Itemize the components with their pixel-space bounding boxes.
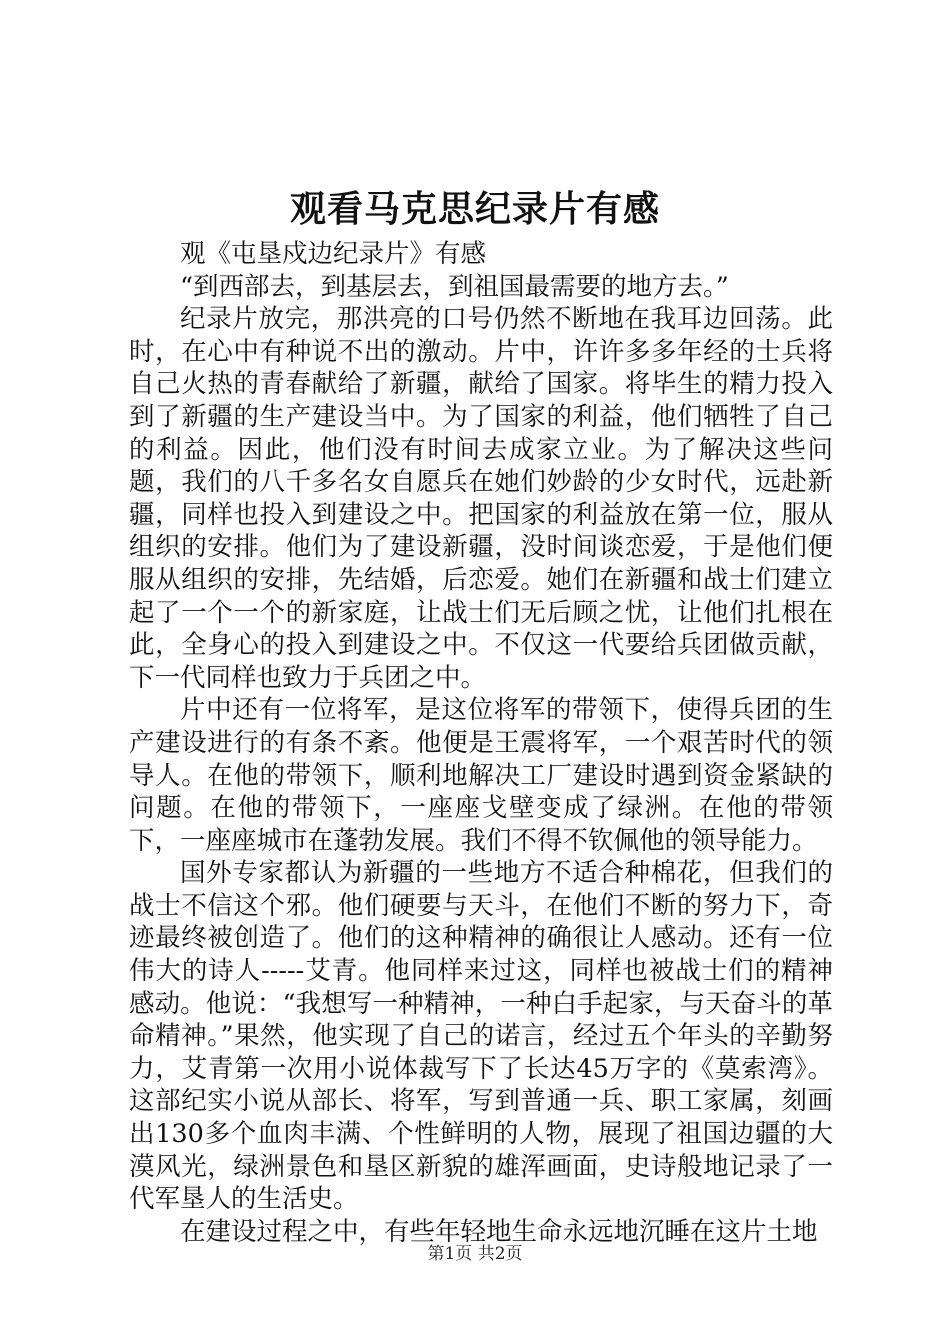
slogan-paragraph: “到西部去，到基层去，到祖国最需要的地方去。” [180,271,729,302]
subtitle-paragraph: 观《屯垦戍边纪录片》有感 [180,239,487,269]
body-paragraph: 纪录片放完，那洪亮的口号仍然不断地在我耳边回荡。此时，在心中有种说不出的激动。片中，许许多多年经的士兵将自己火热的青春献给了新疆，献给了国家。将毕生的精力投入到了新疆的生产建设当中。为了国家的利益，他们牺牲了自己的利益。因此，他们没有时间去成家立业。为了解决这些问题，我们的八千多名女自愿兵在她们妙龄的少女时代，远赴新疆，同样也投入到建设之中。把国家的利益放在第一位，服从组织的安排。他们为了建设新疆，没时间谈恋爱，于是他们便服从组织的安排，先结婚，后恋爱。她们在新疆和战士们建立起了一个一个的新家庭，让战士们无后顾之忧，让他们扎根在此，全身心的投入到建设之中。不仅这一代要给兵团做贡献，下一代同样也致力于兵团之中。 [129,304,833,693]
page-number-footer: 第1页 共2页 [427,1244,523,1264]
document-title: 观看马克思纪录片有感 [289,188,660,230]
document-body [129,238,833,1248]
body-paragraph: 在建设过程之中，有些年轻地生命永远地沉睡在这片土地 [180,1216,818,1247]
body-paragraph: 国外专家都认为新疆的一些地方不适合种棉花，但我们的战士不信这个邪。他们硬要与天斗，在他们不断的努力下，奇迹最终被创造了。他们的这种精神的确很让人感动。还有一位伟大的诗人-----艾青。他同样来过这，同样也被战士们的精神感动。他说：“我想写一种精神，一种白手起家，与天奋斗的革命精神。”果然，他实现了自己的诺言，经过五个年头的辛勤努力，艾青第一次用小说体裁写下了长达45万字的《莫索湾》。这部纪实小说从部长、将军，写到普通一兵、职工家属，刻画出130多个血肉丰满、个性鲜明的人物，展现了祖国边疆的大漠风光，绿洲景色和垦区新貌的雄浑画面，史诗般地记录了一代军垦人的生活史。 [129,858,833,1215]
body-paragraph: 片中还有一位将军，是这位将军的带领下，使得兵团的生产建设进行的有条不紊。他便是王震将军，一个艰苦时代的领导人。在他的带领下，顺利地解决工厂建设时遇到资金紧缺的问题。在他的带领下，一座座戈壁变成了绿洲。在他的带领下，一座座城市在蓬勃发展。我们不得不钦佩他的领导能力。 [129,695,833,856]
